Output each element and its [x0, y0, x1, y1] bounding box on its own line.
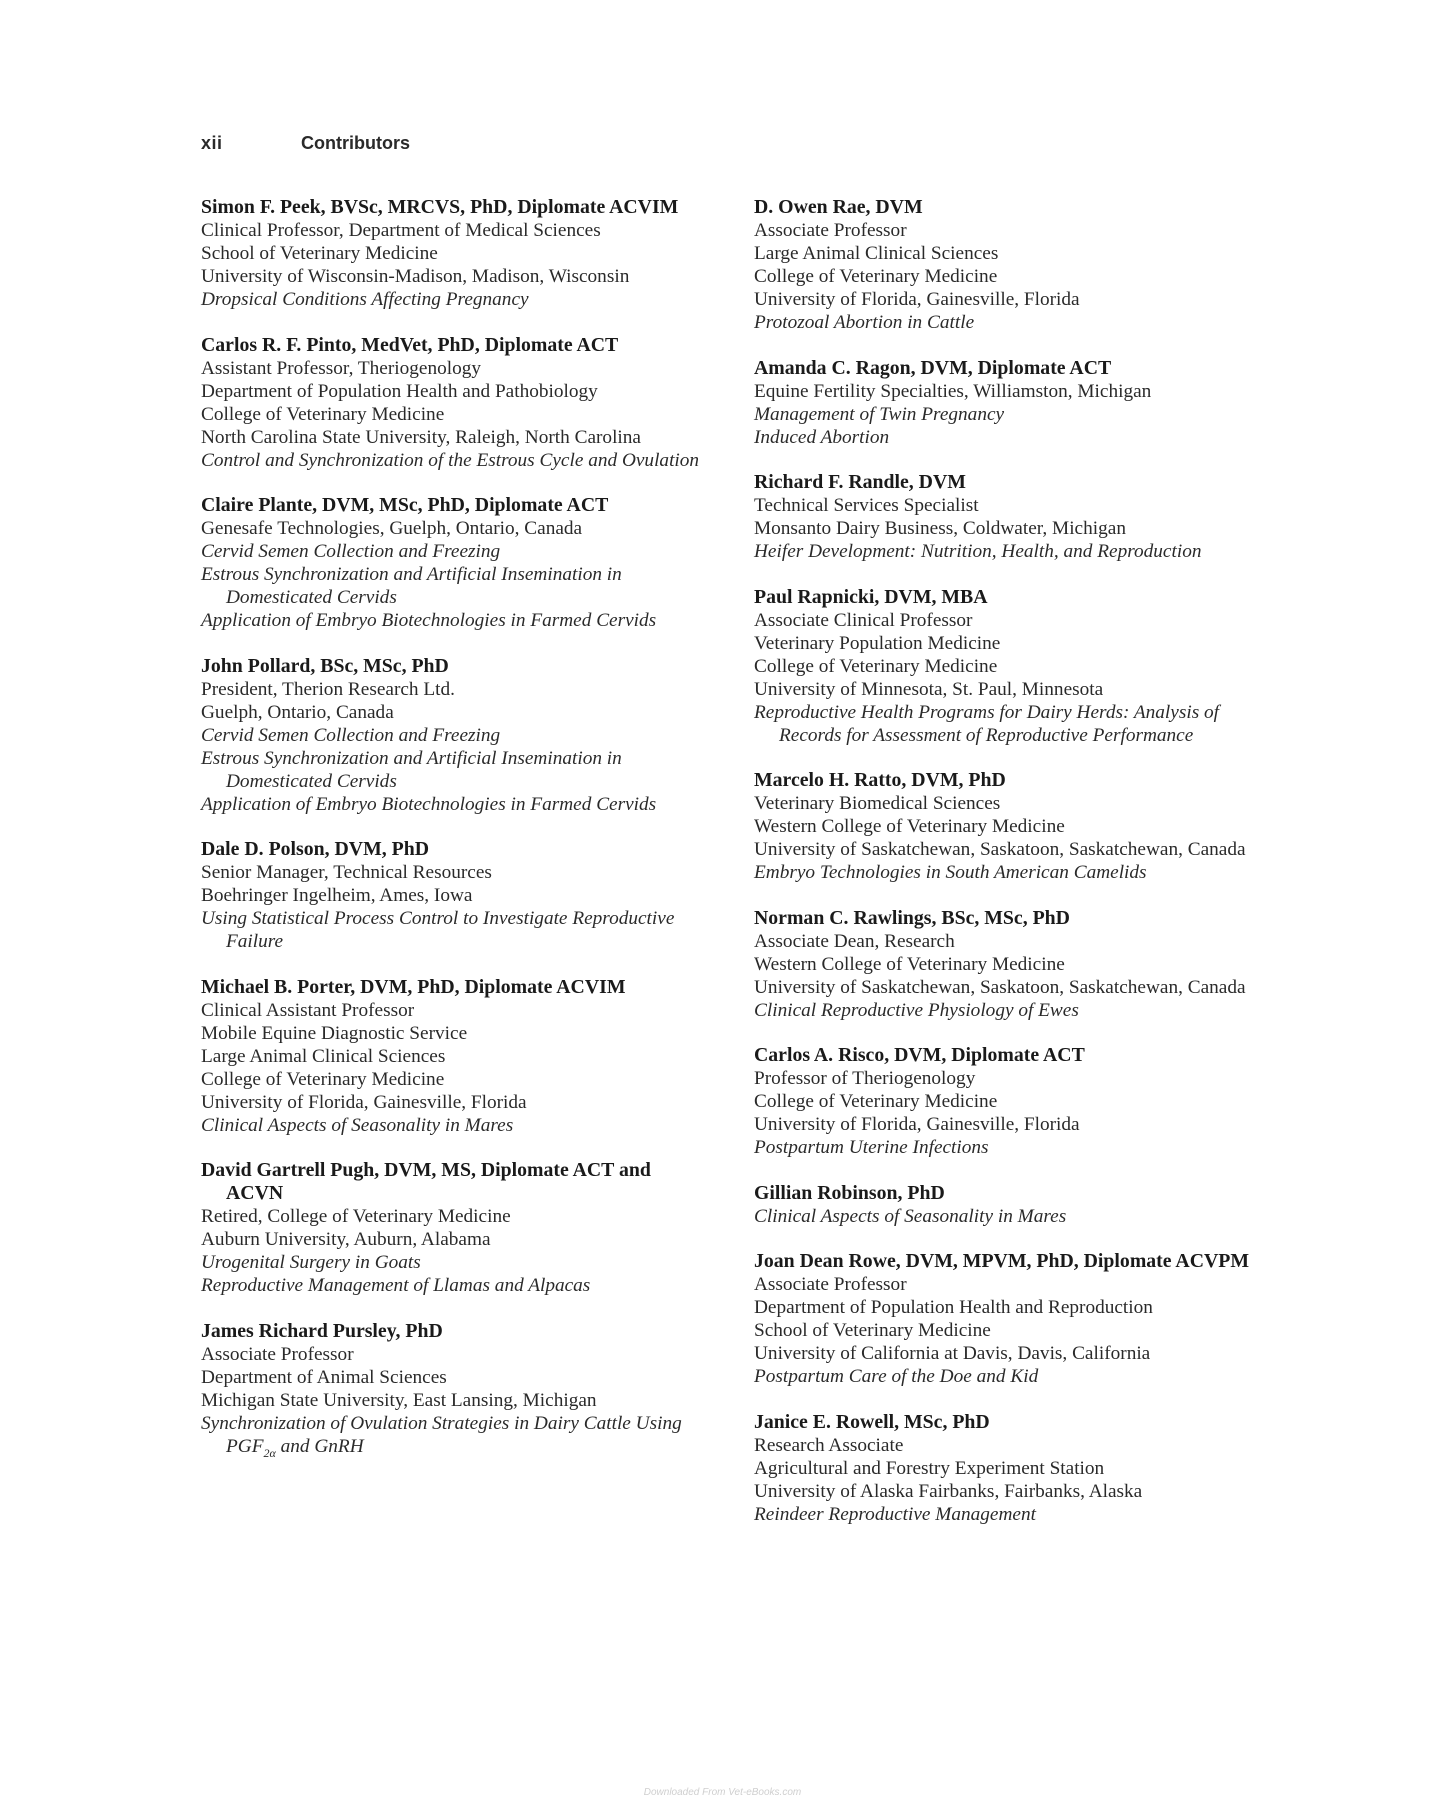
contributor-affiliation: Boehringer Ingelheim, Ames, Iowa [201, 885, 473, 906]
contributor-affiliation: Department of Population Health and Reproduction [754, 1297, 1153, 1318]
contributor-affiliation: University of Wisconsin-Madison, Madison, Wisconsin [201, 266, 630, 287]
contributor-affiliation: University of Saskatchewan, Saskatoon, Saskatchewan, Canada [754, 976, 1246, 998]
chapter-title: Estrous Synchronization and Artificial Insemination in Domesticated Cervids [201, 747, 622, 792]
contributor-affiliation: Veterinary Population Medicine [754, 632, 1001, 654]
contributor-name: Carlos R. F. Pinto, MedVet, PhD, Diplomate ACT [201, 333, 619, 356]
contributor-name: Amanda C. Ragon, DVM, Diplomate ACT [754, 356, 1112, 379]
contributor-name: Claire Plante, DVM, MSc, PhD, Diplomate ACT [201, 494, 609, 516]
contributor-name: David Gartrell Pugh, DVM, MS, Diplomate ACT and ACVN [201, 1159, 651, 1204]
running-head-title: Contributors [301, 133, 410, 153]
contributor-affiliation: Michigan State University, East Lansing, Michigan [201, 1389, 597, 1411]
contributor-entry [754, 1182, 1254, 1228]
contributor-entry [754, 196, 1254, 334]
chapter-title: Clinical Aspects of Seasonality in Mares [754, 1205, 1067, 1227]
contributor-affiliation: University of Florida, Gainesville, Florida [754, 1114, 1080, 1135]
chapter-title: Cervid Semen Collection and Freezing [201, 724, 501, 746]
contributor-entry [754, 471, 1254, 563]
contributor-affiliation: Associate Professor [201, 1343, 354, 1365]
contributor-affiliation: Western College of Veterinary Medicine [754, 953, 1065, 975]
contributor-affiliation: Veterinary Biomedical Sciences [754, 793, 1001, 814]
chapter-title: Cervid Semen Collection and Freezing [201, 541, 501, 562]
chapter-title: Application of Embryo Biotechnologies in Farmed Cervids [201, 610, 657, 631]
contributors-left-column [201, 196, 701, 1480]
contributor-entry [201, 838, 701, 953]
contributor-affiliation: College of Veterinary Medicine [754, 1091, 998, 1112]
contributor-affiliation: Associate Professor [754, 220, 907, 241]
contributor-entry [754, 1250, 1254, 1388]
contributor-entry [754, 1411, 1254, 1526]
contributor-affiliation: Auburn University, Auburn, Alabama [201, 1229, 491, 1250]
chapter-title: Embryo Technologies in South American Camelids [754, 862, 1147, 883]
contributor-affiliation: Professor of Theriogenology [754, 1068, 976, 1089]
contributors-right-column [754, 196, 1254, 1548]
contributor-affiliation: Equine Fertility Specialties, Williamston, Michigan [754, 380, 1152, 402]
contributor-affiliation: Department of Population Health and Pathobiology [201, 380, 598, 402]
contributor-name: Michael B. Porter, DVM, PhD, Diplomate ACVIM [201, 975, 626, 998]
chapter-title: Synchronization of Ovulation Strategies in Dairy Cattle Using $PGF_{2\alpha}$ and GnRH [201, 1412, 682, 1460]
contributor-entry [754, 907, 1254, 1022]
contributor-affiliation: Genesafe Technologies, Guelph, Ontario, Canada [201, 518, 583, 539]
contributor-entry [201, 334, 701, 472]
contributor-name: Joan Dean Rowe, DVM, MPVM, PhD, Diplomate ACVPM [754, 1250, 1250, 1272]
contributor-affiliation: Retired, College of Veterinary Medicine [201, 1206, 511, 1227]
chapter-title: Management of Twin Pregnancy [754, 403, 1005, 425]
contributor-affiliation: Mobile Equine Diagnostic Service [201, 1022, 468, 1044]
contributor-affiliation: Guelph, Ontario, Canada [201, 701, 394, 723]
contributor-name: Carlos A. Risco, DVM, Diplomate ACT [754, 1044, 1085, 1066]
contributor-affiliation: College of Veterinary Medicine [201, 403, 445, 425]
contributor-affiliation: University of Florida, Gainesville, Florida [754, 289, 1080, 310]
chapter-title: Control and Synchronization of the Estrous Cycle and Ovulation [201, 449, 700, 471]
contributor-name: Paul Rapnicki, DVM, MBA [754, 585, 988, 608]
contributor-affiliation: Western College of Veterinary Medicine [754, 816, 1065, 837]
contributor-entry [754, 586, 1254, 747]
contributor-affiliation: President, Therion Research Ltd. [201, 678, 455, 700]
chapter-title: Urogenital Surgery in Goats [201, 1252, 421, 1273]
contributor-affiliation: University of Florida, Gainesville, Florida [201, 1091, 527, 1113]
contributor-name: Janice E. Rowell, MSc, PhD [754, 1410, 990, 1433]
contributor-affiliation: Assistant Professor, Theriogenology [201, 357, 482, 379]
contributor-name: Marcelo H. Ratto, DVM, PhD [754, 769, 1006, 791]
contributor-affiliation: School of Veterinary Medicine [201, 243, 438, 264]
contributor-affiliation: School of Veterinary Medicine [754, 1320, 991, 1341]
contributor-affiliation: Clinical Assistant Professor [201, 999, 415, 1021]
contributor-affiliation: University of California at Davis, Davis, California [754, 1343, 1151, 1364]
contributor-name: John Pollard, BSc, MSc, PhD [201, 654, 449, 677]
contributor-affiliation: Department of Animal Sciences [201, 1366, 447, 1388]
chapter-title: Estrous Synchronization and Artificial Insemination in Domesticated Cervids [201, 564, 622, 608]
contributor-affiliation: Senior Manager, Technical Resources [201, 862, 492, 883]
contributor-affiliation: Agricultural and Forestry Experiment Station [754, 1457, 1105, 1479]
chapter-title: Reindeer Reproductive Management [754, 1503, 1036, 1525]
contributor-affiliation: Associate Professor [754, 1274, 907, 1295]
chapter-title: Postpartum Care of the Doe and Kid [754, 1366, 1039, 1387]
chapter-title: Reproductive Management of Llamas and Alpacas [201, 1275, 591, 1296]
contributor-name: James Richard Pursley, PhD [201, 1319, 443, 1342]
chapter-title: Application of Embryo Biotechnologies in Farmed Cervids [201, 793, 657, 815]
chapter-title: Heifer Development: Nutrition, Health, and Reproduction [754, 541, 1202, 562]
chapter-title: Protozoal Abortion in Cattle [754, 312, 975, 333]
chapter-title: Postpartum Uterine Infections [754, 1137, 989, 1158]
contributor-affiliation: University of Alaska Fairbanks, Fairbanks, Alaska [754, 1480, 1143, 1502]
contributor-affiliation: Large Animal Clinical Sciences [201, 1045, 446, 1067]
contributor-name: D. Owen Rae, DVM [754, 196, 923, 218]
contributor-name: Simon F. Peek, BVSc, MRCVS, PhD, Diplomate ACVIM [201, 196, 679, 218]
contributor-affiliation: College of Veterinary Medicine [754, 655, 998, 677]
contributor-entry [754, 1044, 1254, 1159]
contributor-affiliation: Large Animal Clinical Sciences [754, 243, 999, 264]
contributor-entry [201, 655, 701, 816]
contributor-entry [754, 357, 1254, 449]
contributor-name: Norman C. Rawlings, BSc, MSc, PhD [754, 906, 1070, 929]
contributor-name: Dale D. Polson, DVM, PhD [201, 838, 430, 860]
contributor-affiliation: Monsanto Dairy Business, Coldwater, Michigan [754, 518, 1126, 539]
contributor-affiliation: Technical Services Specialist [754, 495, 979, 516]
contributor-entry [201, 976, 701, 1137]
chapter-title: Clinical Reproductive Physiology of Ewes [754, 999, 1079, 1021]
page-number: xii [201, 133, 223, 153]
contributor-affiliation: Associate Dean, Research [754, 930, 955, 952]
contributor-name: Richard F. Randle, DVM [754, 471, 966, 493]
contributor-entry [754, 769, 1254, 884]
footer-watermark: Downloaded From Vet-eBooks.com [643, 1787, 802, 1798]
contributor-affiliation: University of Saskatchewan, Saskatoon, Saskatchewan, Canada [754, 839, 1246, 860]
contributor-name: Gillian Robinson, PhD [754, 1181, 945, 1204]
contributor-affiliation: College of Veterinary Medicine [201, 1068, 445, 1090]
contributor-affiliation: Clinical Professor, Department of Medical Sciences [201, 220, 601, 241]
contributor-affiliation: College of Veterinary Medicine [754, 266, 998, 287]
contributor-affiliation: Research Associate [754, 1434, 904, 1456]
chapter-title: Reproductive Health Programs for Dairy Herds: Analysis of Records for Assessment of Reproductive Performance [754, 701, 1220, 746]
chapter-title: Clinical Aspects of Seasonality in Mares [201, 1114, 514, 1136]
contributor-entry [201, 1320, 701, 1458]
chapter-title: Induced Abortion [754, 426, 890, 448]
contributor-entry [201, 494, 701, 632]
chapter-title: Dropsical Conditions Affecting Pregnancy [201, 289, 529, 310]
contributor-affiliation: Associate Clinical Professor [754, 609, 973, 631]
contributor-entry [201, 196, 701, 311]
chapter-title: Using Statistical Process Control to Investigate Reproductive Failure [201, 908, 675, 952]
contributor-affiliation: University of Minnesota, St. Paul, Minnesota [754, 678, 1104, 700]
contributor-entry [201, 1159, 701, 1297]
contributor-affiliation: North Carolina State University, Raleigh, North Carolina [201, 426, 641, 448]
